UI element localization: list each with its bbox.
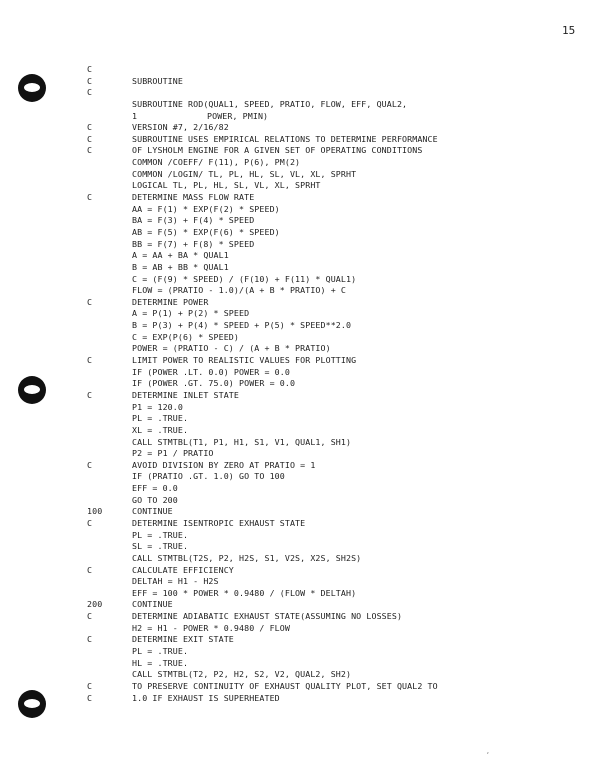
line-label: 100 — [87, 506, 103, 517]
line-code: DETERMINE POWER — [132, 296, 209, 307]
code-line — [0, 378, 612, 390]
code-line — [0, 145, 612, 157]
line-code: CALCULATE EFFICIENCY — [132, 564, 234, 575]
code-line — [0, 437, 612, 449]
code-line — [0, 413, 612, 425]
code-line — [0, 460, 612, 472]
line-label: C — [87, 680, 93, 691]
line-label: C — [87, 122, 93, 133]
code-line — [0, 425, 612, 437]
line-code: PL = .TRUE. — [132, 413, 189, 424]
line-code: EFF = 0.0 — [132, 483, 178, 494]
line-code: C = EXP(P(6) * SPEED) — [132, 331, 239, 342]
code-line — [0, 658, 612, 670]
line-code: POWER = (PRATIO - C) / (A + B * PRATIO) — [132, 343, 331, 354]
line-code: EFF = 100 * POWER * 0.9480 / (FLOW * DELTAH) — [132, 587, 357, 598]
line-label: 200 — [87, 599, 103, 610]
code-line — [0, 134, 612, 146]
code-line — [0, 285, 612, 297]
line-code: 1.0 IF EXHAUST IS SUPERHEATED — [132, 692, 280, 703]
code-line — [0, 576, 612, 588]
line-code: SL = .TRUE. — [132, 541, 189, 552]
code-line — [0, 669, 612, 681]
line-label: C — [87, 459, 93, 470]
line-code: CONTINUE — [132, 506, 173, 517]
line-code: TO PRESERVE CONTINUITY OF EXHAUST QUALITY PLOT, SET QUAL2 TO — [132, 680, 438, 691]
line-label: C — [87, 355, 93, 366]
code-line — [0, 239, 612, 251]
line-label: C — [87, 389, 93, 400]
code-line — [0, 204, 612, 216]
line-code: DELTAH = H1 - H2S — [132, 576, 219, 587]
line-label: C — [87, 564, 93, 575]
line-code: B = P(3) + P(4) * SPEED + P(5) * SPEED**2.0 — [132, 320, 352, 331]
line-code: HL = .TRUE. — [132, 657, 189, 668]
code-line — [0, 693, 612, 705]
code-line — [0, 541, 612, 553]
line-code: CALL STMTBL(T2, P2, H2, S2, V2, QUAL2, SH2) — [132, 669, 352, 680]
line-code: BB = F(7) + F(8) * SPEED — [132, 238, 255, 249]
code-line — [0, 599, 612, 611]
line-code: AVOID DIVISION BY ZERO AT PRATIO = 1 — [132, 459, 316, 470]
code-line — [0, 332, 612, 344]
line-code: GO TO 200 — [132, 494, 178, 505]
line-label: C — [87, 296, 93, 307]
code-line — [0, 308, 612, 320]
line-label: C — [87, 133, 93, 144]
code-line — [0, 111, 612, 123]
line-label: C — [87, 692, 93, 703]
line-code: AA = F(1) * EXP(F(2) * SPEED) — [132, 203, 280, 214]
code-line — [0, 87, 612, 99]
line-code: COMMON /LOGIN/ TL, PL, HL, SL, VL, XL, SPRHT — [132, 168, 357, 179]
line-code: DETERMINE EXIT STATE — [132, 634, 234, 645]
line-code: LIMIT POWER TO REALISTIC VALUES FOR PLOTTING — [132, 355, 357, 366]
code-line — [0, 681, 612, 693]
scan-speck: ‘ — [486, 752, 490, 759]
line-code: C = (F(9) * SPEED) / (F(10) + F(11) * QUAL1) — [132, 273, 357, 284]
code-line — [0, 634, 612, 646]
line-code: PL = .TRUE. — [132, 529, 189, 540]
line-code: DETERMINE MASS FLOW RATE — [132, 192, 255, 203]
line-code: CONTINUE — [132, 599, 173, 610]
code-line — [0, 553, 612, 565]
line-code: XL = .TRUE. — [132, 424, 189, 435]
line-code: CALL STMTBL(T1, P1, H1, S1, V1, QUAL1, SH1) — [132, 436, 352, 447]
line-code: IF (PRATIO .GT. 1.0) GO TO 100 — [132, 471, 285, 482]
line-label: C — [87, 64, 93, 74]
line-code: H2 = H1 - POWER * 0.9480 / FLOW — [132, 622, 290, 633]
code-line — [0, 611, 612, 623]
code-line — [0, 169, 612, 181]
code-line — [0, 250, 612, 262]
line-code: OF LYSHOLM ENGINE FOR A GIVEN SET OF OPERATING CONDITIONS — [132, 145, 423, 156]
code-line — [0, 215, 612, 227]
code-line — [0, 274, 612, 286]
line-label: C — [87, 192, 93, 203]
code-line — [0, 227, 612, 239]
line-code: LOGICAL TL, PL, HL, SL, VL, XL, SPRHT — [132, 180, 321, 191]
line-code: VERSION #7, 2/16/82 — [132, 122, 229, 133]
line-label: C — [87, 87, 93, 98]
code-line — [0, 367, 612, 379]
line-code: AB = F(5) * EXP(F(6) * SPEED) — [132, 226, 280, 237]
line-code: SUBROUTINE — [132, 75, 183, 86]
code-line — [0, 623, 612, 635]
code-line — [0, 355, 612, 367]
code-line — [0, 448, 612, 460]
code-line — [0, 483, 612, 495]
line-code: PL = .TRUE. — [132, 646, 189, 657]
line-code: A = P(1) + P(2) * SPEED — [132, 308, 250, 319]
line-code: IF (POWER .LT. 0.0) POWER = 0.0 — [132, 366, 290, 377]
line-code: P2 = P1 / PRATIO — [132, 448, 214, 459]
code-line — [0, 157, 612, 169]
code-line — [0, 588, 612, 600]
code-line — [0, 122, 612, 134]
line-label: C — [87, 517, 93, 528]
code-line — [0, 297, 612, 309]
line-code: P1 = 120.0 — [132, 401, 183, 412]
line-code: COMMON /COEFF/ F(11), P(6), PM(2) — [132, 157, 301, 168]
code-line — [0, 471, 612, 483]
code-line — [0, 565, 612, 577]
code-line — [0, 495, 612, 507]
line-code: B = AB + BB * QUAL1 — [132, 261, 229, 272]
code-line — [0, 506, 612, 518]
line-label: C — [87, 145, 93, 156]
code-line — [0, 343, 612, 355]
line-code: FLOW = (PRATIO - 1.0)/(A + B * PRATIO) + C — [132, 285, 346, 296]
line-code: CALL STMTBL(T2S, P2, H2S, S1, V2S, X2S, SH2S) — [132, 552, 362, 563]
line-code: A = AA + BA * QUAL1 — [132, 250, 229, 261]
line-code: SUBROUTINE ROD(QUAL1, SPEED, PRATIO, FLOW, EFF, QUAL2, — [132, 98, 408, 109]
code-line — [0, 192, 612, 204]
code-line — [0, 402, 612, 414]
code-line — [0, 99, 612, 111]
continuation-mark: 1 — [132, 110, 138, 121]
line-label: C — [87, 75, 93, 86]
code-line — [0, 64, 612, 76]
code-line — [0, 262, 612, 274]
code-line — [0, 180, 612, 192]
line-code: DETERMINE ISENTROPIC EXHAUST STATE — [132, 517, 306, 528]
code-line — [0, 646, 612, 658]
line-code: IF (POWER .GT. 75.0) POWER = 0.0 — [132, 378, 296, 389]
line-code: DETERMINE INLET STATE — [132, 389, 239, 400]
code-line — [0, 530, 612, 542]
code-line — [0, 320, 612, 332]
code-listing — [0, 64, 612, 704]
code-line — [0, 390, 612, 402]
code-line — [0, 76, 612, 88]
line-code: SUBROUTINE USES EMPIRICAL RELATIONS TO DETERMINE PERFORMANCE — [132, 133, 438, 144]
line-code: BA = F(3) + F(4) * SPEED — [132, 215, 255, 226]
code-line — [0, 518, 612, 530]
line-label: C — [87, 611, 93, 622]
page-number: 15 — [562, 24, 576, 37]
line-label: C — [87, 634, 93, 645]
line-code: DETERMINE ADIABATIC EXHAUST STATE(ASSUMING NO LOSSES) — [132, 611, 403, 622]
line-code: POWER, PMIN) — [207, 110, 269, 121]
